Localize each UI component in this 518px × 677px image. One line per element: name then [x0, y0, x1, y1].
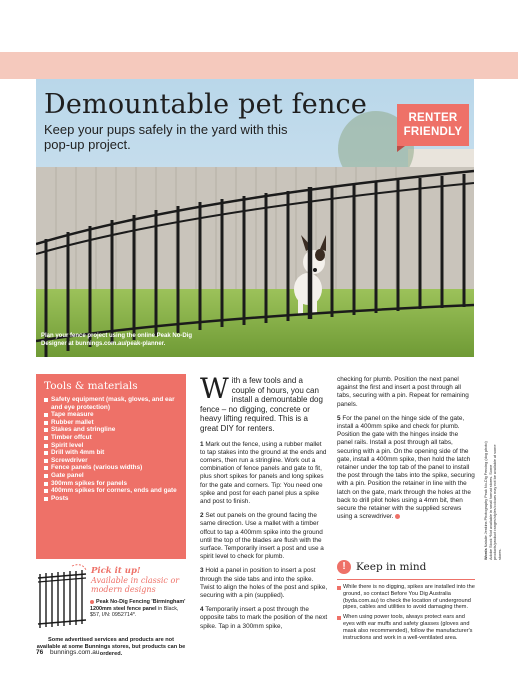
photo-caption: Plan your fence project using the online Peak No-Dig Designer at bunnings.com.au/peak-planner. — [41, 333, 193, 347]
tools-materials-box — [36, 374, 186, 559]
step-text: Hold a panel in position to insert a post through the side tabs and into the spike. Twist to align the holes of the post and spike, securing with a pin (supplied). — [200, 567, 328, 600]
page-number: 76 — [36, 649, 44, 656]
step-number: 2 — [200, 512, 204, 520]
body-column-1 — [200, 372, 328, 637]
photo-credits — [484, 440, 500, 560]
divider — [337, 579, 475, 580]
page-top-margin — [0, 0, 518, 52]
step-text: Mark out the fence, using a rubber mallet to tap stakes into the ground at the ends and corners, then run a stringline. Work out a combination of fence panels and gate to fit, plus short spikes for panels and long spikes for the gate and corners. Tip: You need one spike and post for each panel plus a spike and post to finish. — [200, 440, 327, 505]
step-number: 3 — [200, 567, 204, 575]
product-price: in Black, $57, I/N: 0952714*. — [90, 605, 179, 619]
tools-list-item: 400mm spikes for corners, ends and gate — [44, 487, 178, 495]
alert-icon: ! — [337, 560, 351, 574]
tools-list-item: Spirit level — [44, 442, 178, 450]
step-3 — [200, 567, 328, 600]
tools-list-item: Timber offcut — [44, 434, 178, 442]
header-color-band — [0, 52, 518, 79]
bullet-dot-icon — [90, 600, 94, 604]
body-column-2 — [337, 376, 475, 527]
tools-list-item: Fence panels (various widths) — [44, 464, 178, 472]
keep-in-mind-item: When using power tools, always protect ears and eyes with ear muffs and safety glasses (gloves and mask also recommended), follow the manufacturer's instructions and work in a well-ventilated area. — [337, 614, 475, 641]
badge-line-1: RENTER — [408, 112, 458, 124]
tools-list-item: Safety equipment (mask, gloves, and ear and eye protection) — [44, 396, 178, 411]
tools-title: Tools & materials — [44, 380, 138, 392]
keep-in-mind-title: Keep in mind — [356, 561, 427, 573]
tools-list-item: Gate panel — [44, 472, 178, 480]
step-text: Set out panels on the ground facing the same direction. Use a mallet with a timber offcut to tap a 400mm spike into the ground until the top of the blades are flush with the surface. Temporarily insert a post and use a spirit level to check for plumb. — [200, 512, 324, 561]
step-text: For the panel on the hinge side of the gate, install a 400mm spike and check for plumb. Position the gate with the hinges inside the panel rails. Install a post through all tabs, securing with a pin. On the opening side of the gate, install a 400mm spike, then hold the latch retainer under the top tab of the panel to install the post through the tabs into the spike, securing with a pin. Position the retainer in line with the latch on the gate, mark through the holes at the back to drill pilot holes using a 4mm bit, then secure the retainer with the supplied screws using a screwdriver. — [337, 414, 475, 521]
page-title: Demountable pet fence — [44, 89, 368, 120]
pick-it-up-callout — [36, 562, 186, 632]
step-4 — [200, 606, 328, 631]
intro-text: ith a few tools and a couple of hours, you can install a demountable dog fence – no digging, concrete or heavy lifting required. This is a great DIY for renters. — [200, 376, 323, 433]
credits-text: Natalie Jenkins Photography Peak No-Dig Fencing (dog photo) Adobe Stock *Not available in small format stores. Some products/product ranges/styles/colours may not be available at some stores. — [484, 441, 502, 560]
tools-list-item: Screwdriver — [44, 457, 178, 465]
badge-fold — [397, 146, 405, 152]
pick-it-up-title: Pick it up! — [91, 566, 141, 576]
product-name: Peak No-Dig Fencing 'Birmingham' 1200mm steel fence panel — [90, 599, 186, 612]
tools-list-item: Tape measure — [44, 411, 178, 419]
intro-paragraph — [200, 372, 328, 434]
keep-in-mind-item: While there is no digging, spikes are installed into the ground, so contact Before You Dig Australia (byda.com.au) to check the location of underground pipes, cables and utilities to avoid damaging them. — [337, 584, 475, 611]
product-description — [90, 599, 186, 619]
step-2 — [200, 512, 328, 561]
pick-it-up-subtitle: Available in classic or modern designs — [91, 576, 180, 594]
tools-list-item: 300mm spikes for panels — [44, 480, 178, 488]
disclaimer-note: Some advertised services and products are not available at some Bunnings stores, but products can be ordered. — [36, 637, 186, 657]
step-text: Temporarily insert a post through the opposite tabs to mark the position of the next spike. Tap in a 300mm spike, — [200, 606, 328, 630]
renter-friendly-badge — [397, 104, 469, 146]
tools-list-item: Rubber mallet — [44, 419, 178, 427]
credits-label: Words — [484, 548, 488, 560]
fence-panel-product-image — [36, 564, 88, 632]
step-1 — [200, 441, 328, 507]
tools-list-item: Drill with 4mm bit — [44, 449, 178, 457]
hero-image — [36, 79, 474, 357]
tools-list — [44, 396, 178, 502]
step-number: 1 — [200, 440, 204, 448]
step-5 — [337, 415, 475, 522]
drop-cap: W — [200, 372, 229, 405]
badge-line-2: FRIENDLY — [403, 126, 463, 138]
footer-website: bunnings.com.au — [50, 649, 100, 656]
keep-in-mind-box — [337, 560, 475, 644]
tools-list-item: Stakes and stringline — [44, 426, 178, 434]
end-mark-icon — [395, 514, 400, 519]
tools-list-item: Posts — [44, 495, 178, 503]
step-number: 4 — [200, 606, 204, 614]
keep-in-mind-header — [337, 560, 475, 574]
step-number: 5 — [337, 414, 341, 422]
page-subtitle: Keep your pups safely in the yard with this pop-up project. — [44, 122, 288, 152]
step-4-continued: checking for plumb. Position the next panel against the first and insert a post through all tabs, securing with a pin. Repeat for remaining panels. — [337, 376, 469, 408]
